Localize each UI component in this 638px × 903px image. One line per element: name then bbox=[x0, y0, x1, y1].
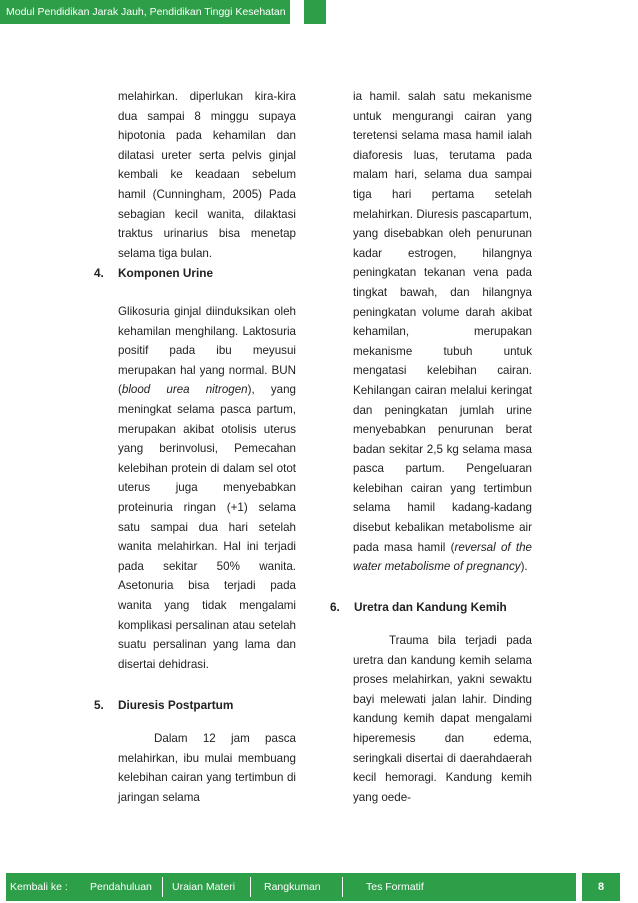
italic-term: reversal of the water metabolisme of pregnancy bbox=[353, 540, 532, 574]
section-title: Uretra dan Kandung Kemih bbox=[354, 600, 507, 614]
nav-separator bbox=[162, 877, 163, 897]
footer-nav bbox=[0, 873, 638, 903]
footer-nav-bar bbox=[6, 873, 576, 901]
left-paragraph-2 bbox=[118, 302, 296, 674]
section-heading-6 bbox=[330, 600, 507, 614]
text-run: ). bbox=[520, 560, 528, 574]
module-title: Modul Pendidikan Jarak Jauh, Pendidikan Tinggi Kesehatan bbox=[6, 6, 286, 18]
nav-link-uraian-materi[interactable]: Uraian Materi bbox=[172, 881, 236, 893]
section-number: 6. bbox=[330, 600, 340, 614]
section-heading-5 bbox=[94, 698, 233, 712]
section-heading-4 bbox=[94, 266, 213, 280]
text-run: ia hamil. salah satu mekanisme untuk mengurangi cairan yang teretensi selama masa hamil ialah diaforesis luas, terutama pada malam hari, selama dua sampai tiga hari pertama setelah melahirkan. Diuresis pascapartum, yang disebabkan oleh penurunan kadar estrogen, hilangnya peningkatan tekanan vena pada tingkat bawah, dan hilangnya peningkatan volume darah akibat kehamilan, merupakan mekanisme tubuh untuk mengatasi kelebihan cairan. Kehilangan cairan melalui keringat dan peningkatan jumlah urine menyebabkan penurunan berat badan sekitar 2,5 kg selama masa pasca partum. Pengeluaran kelebihan cairan yang tertimbun selama hamil kadang-kadang disebut kebalikan metabolisme air pada masa hamil ( bbox=[353, 90, 532, 554]
text-run: ), yang meningkat selama pasca partum, merupakan akibat otolisis uterus yang berinvolusi, Pemecahan kelebihan protein di dalam sel otot uterus juga menyebabkan proteinuria ringan (+1) selama satu sampai dua hari setelah wanita melahirkan. Hal ini terjadi pada sekitar 50% wanita. Asetonuria bisa terjadi pada wanita yang tidak mengalami komplikasi persalinan atau setelah suatu persalinan yang lama dan disertai dehidrasi. bbox=[118, 383, 296, 671]
right-paragraph-2: Trauma bila terjadi pada uretra dan kandung kemih selama proses melahirkan, yakni sewaktu bayi melewati jalan lahir. Dinding kandung kemih dapat mengalami hiperemesis dan edema, seringkali disertai di daerahdaerah kecil hemoragi. Kandung kemih yang oede- bbox=[353, 634, 532, 804]
left-column-2 bbox=[118, 302, 296, 674]
section-title: Komponen Urine bbox=[118, 266, 214, 280]
nav-link-rangkuman[interactable]: Rangkuman bbox=[264, 881, 321, 893]
right-column-2 bbox=[353, 631, 532, 807]
right-paragraph-1 bbox=[353, 87, 532, 577]
left-column bbox=[118, 87, 296, 263]
header-accent-box bbox=[304, 0, 326, 24]
nav-link-pendahuluan[interactable]: Pendahuluan bbox=[90, 881, 152, 893]
nav-separator bbox=[342, 877, 343, 897]
left-paragraph-1: melahirkan. diperlukan kira-kira dua sampai 8 minggu supaya hipotonia pada kehamilan dan dilatasi ureter serta pelvis ginjal kembali ke keadaan sebelum hamil (Cunningham, 2005) Pada sebagian kecil wanita, dilaktasi traktus urinarius bisa menetap selama tiga bulan. bbox=[118, 90, 296, 260]
page-number: 8 bbox=[582, 873, 620, 901]
section-number: 4. bbox=[94, 266, 104, 280]
section-title: Diuresis Postpartum bbox=[118, 698, 234, 712]
nav-link-tes-formatif[interactable]: Tes Formatif bbox=[366, 881, 424, 893]
header-title-bar bbox=[0, 0, 290, 24]
left-column-3 bbox=[118, 729, 296, 807]
nav-separator bbox=[250, 877, 251, 897]
left-paragraph-3: Dalam 12 jam pasca melahirkan, ibu mulai membuang kelebihan cairan yang tertimbun di jaringan selama bbox=[118, 732, 296, 804]
italic-term: blood urea nitrogen bbox=[121, 383, 248, 397]
text-run: Glikosuria ginjal diinduksikan oleh kehamilan menghilang. Laktosuria positif pada ibu meyusui merupakan hal yang normal. BUN ( bbox=[118, 305, 296, 397]
section-number: 5. bbox=[94, 698, 104, 712]
back-label: Kembali ke : bbox=[10, 881, 68, 893]
right-column bbox=[353, 87, 532, 577]
